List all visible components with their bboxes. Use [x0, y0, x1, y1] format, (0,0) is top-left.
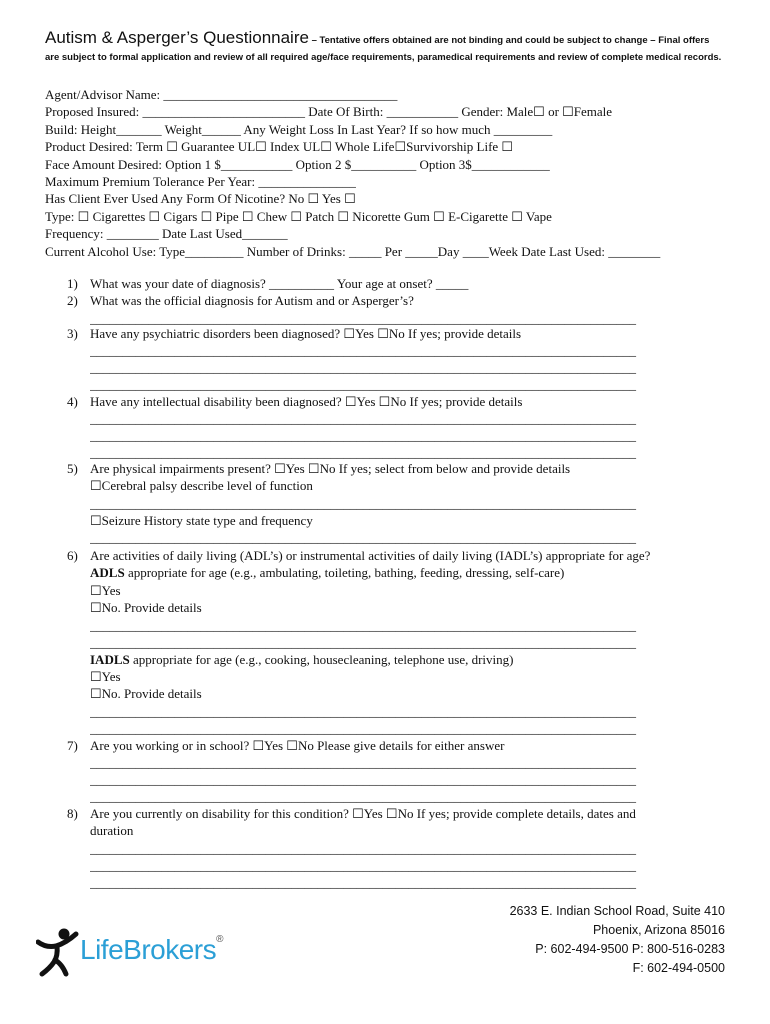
question-7-text[interactable]: Are you working or in school? ☐Yes ☐No Please give details for either answer: [90, 738, 505, 753]
question-1-text[interactable]: What was your date of diagnosis? __________ Your age at onset? _____: [90, 276, 469, 291]
question-8-text[interactable]: Are you currently on disability for this condition? ☐Yes ☐No If yes; provide complete details, dates and: [90, 806, 636, 821]
question-8-text-cont: duration: [90, 823, 134, 839]
frequency-field[interactable]: Frequency: ________ Date Last Used_______: [45, 226, 288, 242]
question-6: 6) Are activities of daily living (ADL’s) or instrumental activities of daily living (IADL’s) appropriate for age? ADLS appropriate for age (e.g., ambulating, toileting, bathing, feeding, dressing, self-care) ☐Yes ☐No. Provide details ____________________________________________________________________________________ ____________________________________________________________________________________ IADLS appropriate for age (e.g., cooking, housecleaning, telephone use, driving) ☐Yes ☐No. Provide details ____________________________________________________________________________________ ____________________________________________________________________________________: [45, 547, 735, 737]
address-line-1: 2633 E. Indian School Road, Suite 410: [509, 904, 725, 918]
answer-line[interactable]: ____________________________________________________________________________________: [90, 772, 636, 788]
adls-label: ADLS appropriate for age (e.g., ambulating, toileting, bathing, feeding, dressing, self-care): [90, 565, 565, 581]
question-2-text: What was the official diagnosis for Autism and or Asperger’s?: [90, 293, 414, 309]
question-4: 4) Have any intellectual disability been diagnosed? ☐Yes ☐No If yes; provide details ____________________________________________________________________________________ ____________________________________________________________________________________ ____________________________________________________________________________________: [45, 393, 735, 461]
adls-yes-checkbox[interactable]: ☐Yes: [90, 582, 121, 598]
answer-line[interactable]: ____________________________________________________________________________________: [90, 755, 636, 771]
proposed-insured-field[interactable]: Proposed Insured: _________________________ Date Of Birth: ___________ Gender: Male☐ or ☐Female: [45, 104, 613, 120]
company-contact: [510, 902, 725, 978]
address-line-2: Phoenix, Arizona 85016: [592, 923, 725, 937]
disclaimer-line-1: Tentative offers obtained are not binding and could be subject to change – Final offers: [319, 35, 710, 46]
question-1: 1) What was your date of diagnosis? __________ Your age at onset? _____: [45, 275, 735, 292]
person-figure-icon: [36, 926, 80, 978]
answer-line[interactable]: ____________________________________________________________________________________: [90, 343, 636, 359]
question-7: 7) Are you working or in school? ☐Yes ☐No Please give details for either answer ____________________________________________________________________________________ ____________________________________________________________________________________ ____________________________________________________________________________________: [45, 737, 735, 805]
logo-wordmark: LifeBrokers: [80, 934, 217, 965]
question-3: 3) Have any psychiatric disorders been diagnosed? ☐Yes ☐No If yes; provide details ____________________________________________________________________________________ ____________________________________________________________________________________ ____________________________________________________________________________________: [45, 325, 735, 393]
fax-number: F: 602-494-0500: [632, 961, 725, 975]
face-amount-field[interactable]: Face Amount Desired: Option 1 $___________ Option 2 $__________ Option 3$____________: [45, 156, 550, 172]
answer-line[interactable]: ____________________________________________________________________________________: [90, 445, 636, 461]
document-title: Autism & Asperger’s Questionnaire – Tentative offers obtained are not binding and could be subject to change – Final offers: [45, 28, 710, 47]
disclaimer-line-2: are subject to formal application and review of all required age/face requirements, paramedical requirements and review of complete medical records.: [45, 52, 722, 63]
answer-line[interactable]: ____________________________________________________________________________________: [90, 530, 636, 546]
answer-line[interactable]: ____________________________________________________________________________________: [90, 495, 636, 511]
question-8: 8) Are you currently on disability for this condition? ☐Yes ☐No If yes; provide complete details, dates and duration ____________________________________________________________________________________ ____________________________________________________________________________________ ____________________________________________________________________________________: [45, 805, 735, 891]
question-6-text: Are activities of daily living (ADL’s) or instrumental activities of daily living (IADL’s) appropriate for age?: [90, 548, 651, 563]
lifebrokers-logo: LifeBrokers®: [36, 924, 256, 980]
phone-numbers: P: 602-494-9500 P: 800-516-0283: [535, 942, 725, 956]
iadls-yes-checkbox[interactable]: ☐Yes: [90, 668, 121, 684]
page-title: Autism & Asperger’s Questionnaire: [45, 28, 309, 47]
question-5: 5) Are physical impairments present? ☐Yes ☐No If yes; select from below and provide details ☐Cerebral palsy describe level of function ____________________________________________________________________________________ ☐Seizure History state type and frequency ____________________________________________________________________________________: [45, 460, 735, 546]
answer-line[interactable]: ____________________________________________________________________________________: [90, 720, 636, 736]
answer-line[interactable]: ____________________________________________________________________________________: [90, 428, 636, 444]
question-4-text[interactable]: Have any intellectual disability been diagnosed? ☐Yes ☐No If yes; provide details: [90, 394, 523, 409]
answer-line[interactable]: ____________________________________________________________________________________: [90, 703, 636, 719]
build-field[interactable]: Build: Height_______ Weight______ Any Weight Loss In Last Year? If so how much _________: [45, 121, 553, 137]
answer-line[interactable]: ____________________________________________________________________________________: [90, 377, 636, 393]
question-2: 2) What was the official diagnosis for Autism and or Asperger’s? ____________________________________________________________________________________: [45, 292, 735, 326]
answer-line[interactable]: ____________________________________________________________________________________: [90, 360, 636, 376]
cerebral-palsy-option[interactable]: ☐Cerebral palsy describe level of function: [90, 478, 313, 494]
iadls-no-checkbox[interactable]: ☐No. Provide details: [90, 686, 202, 702]
product-desired-field[interactable]: Product Desired: Term ☐ Guarantee UL☐ Index UL☐ Whole Life☐Survivorship Life ☐: [45, 139, 514, 155]
question-5-text[interactable]: Are physical impairments present? ☐Yes ☐No If yes; select from below and provide details: [90, 461, 571, 476]
iadls-label: IADLS appropriate for age (e.g., cooking, housecleaning, telephone use, driving): [90, 651, 514, 667]
answer-line[interactable]: ____________________________________________________________________________________: [90, 411, 636, 427]
answer-line[interactable]: ____________________________________________________________________________________: [90, 634, 636, 650]
nicotine-use-field[interactable]: Has Client Ever Used Any Form Of Nicotine? No ☐ Yes ☐: [45, 191, 356, 207]
adls-no-checkbox[interactable]: ☐No. Provide details: [90, 600, 202, 616]
agent-name-field[interactable]: Agent/Advisor Name: ____________________________________: [45, 87, 398, 102]
answer-line[interactable]: ____________________________________________________________________________________: [90, 310, 636, 326]
answer-line[interactable]: ____________________________________________________________________________________: [90, 874, 636, 890]
max-premium-field[interactable]: Maximum Premium Tolerance Per Year: _______________: [45, 173, 356, 189]
applicant-info-block: [45, 86, 735, 260]
answer-line[interactable]: ____________________________________________________________________________________: [90, 857, 636, 873]
answer-line[interactable]: ____________________________________________________________________________________: [90, 840, 636, 856]
nicotine-type-field[interactable]: Type: ☐ Cigarettes ☐ Cigars ☐ Pipe ☐ Chew ☐ Patch ☐ Nicorette Gum ☐ E-Cigarette ☐ Vape: [45, 208, 552, 224]
seizure-history-option[interactable]: ☐Seizure History state type and frequency: [90, 512, 313, 528]
answer-line[interactable]: ____________________________________________________________________________________: [90, 617, 636, 633]
questions-1-2: [45, 275, 735, 327]
question-3-text[interactable]: Have any psychiatric disorders been diagnosed? ☐Yes ☐No If yes; provide details: [90, 326, 522, 341]
answer-line[interactable]: ____________________________________________________________________________________: [90, 789, 636, 805]
alcohol-use-field[interactable]: Current Alcohol Use: Type_________ Number of Drinks: _____ Per _____Day ____Week Date Last Used: ________: [45, 243, 661, 259]
